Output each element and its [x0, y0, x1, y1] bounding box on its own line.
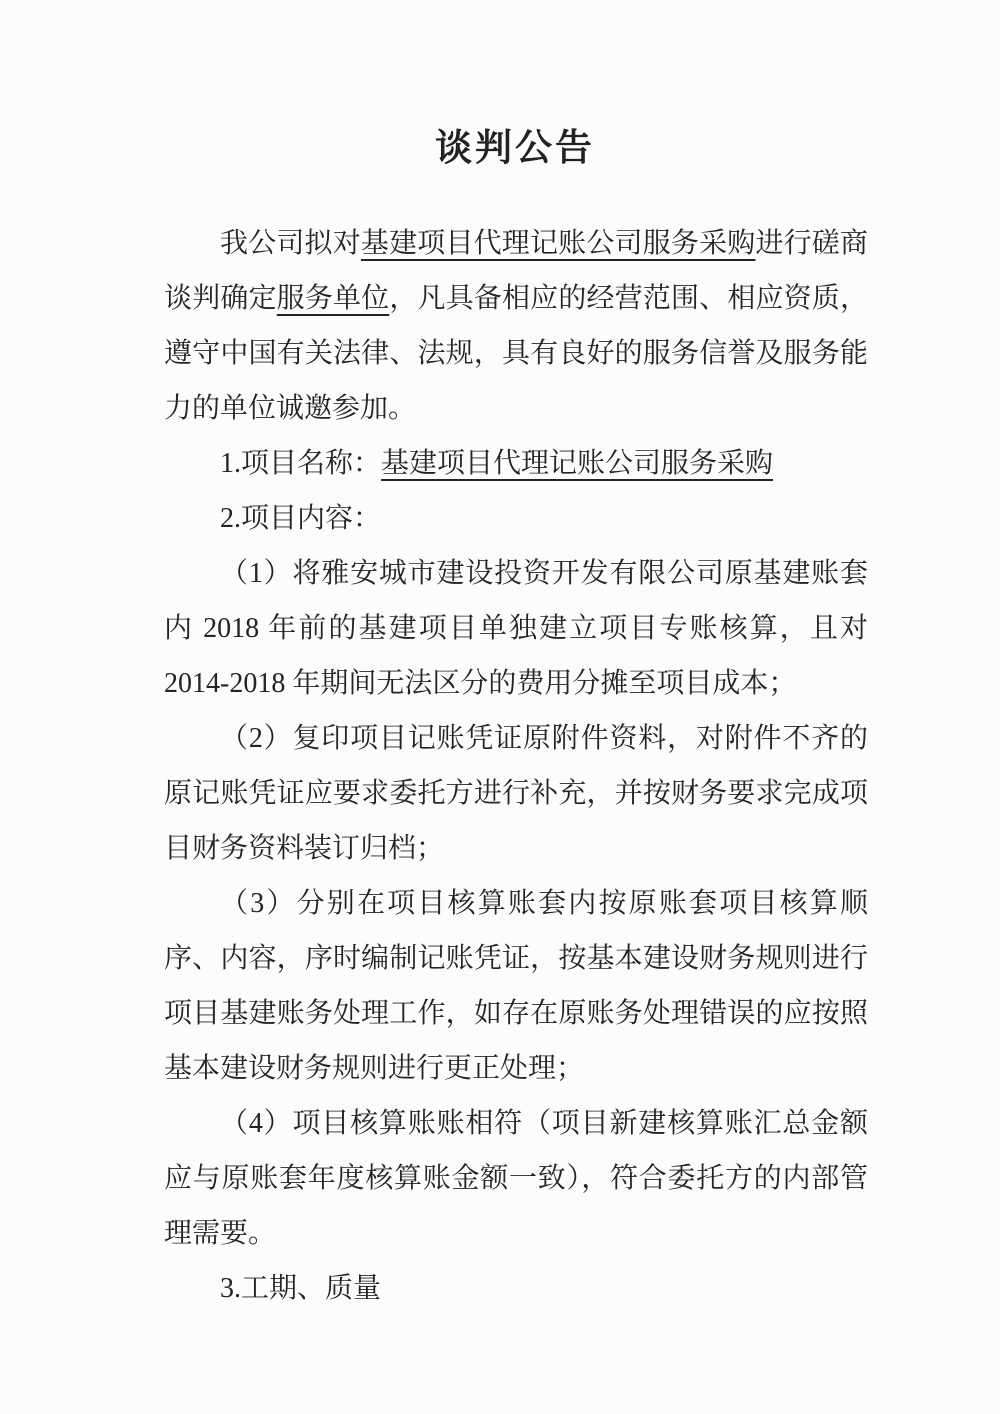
paragraph-content-3 — [164, 876, 868, 1096]
text-segment: ，凡具备相应的经营范围、相应资质，遵守中国有关法律、法规，具有良好的服务信誉及服务能力的单位诚邀参加。 — [164, 283, 868, 424]
document-title: 谈判公告 — [435, 128, 595, 169]
paragraph-intro — [164, 216, 868, 436]
text-segment: （2）复印项目记账凭证原附件资料，对附件不齐的原记账凭证应要求委托方进行补充，并按财务要求完成项目财务资料装订归档； — [164, 723, 868, 864]
text-segment: （4）项目核算账账相符（项目新建核算账汇总金额应与原账套年度核算账金额一致），符合委托方的内部管理需要。 — [164, 1108, 868, 1249]
paragraph-content-4 — [164, 1096, 868, 1261]
text-segment: 我公司拟对 — [220, 228, 361, 259]
underlined-service-unit: 服务单位 — [276, 283, 390, 314]
paragraph-item1-project-name — [164, 436, 868, 491]
text-segment: （3）分别在项目核算账套内按原账套项目核算顺序、内容，序时编制记账凭证，按基本建设财务规则进行项目基建账务处理工作，如存在原账务处理错误的应按照基本建设财务规则进行更正处理； — [164, 888, 868, 1084]
paragraph-content-1 — [164, 546, 868, 711]
paragraph-item3-schedule-quality — [164, 1261, 868, 1316]
underlined-project-name: 基建项目代理记账公司服务采购 — [381, 448, 774, 479]
item2-label: 2.项目内容： — [220, 503, 382, 534]
paragraph-item2-project-content — [164, 491, 868, 546]
item1-label: 1.项目名称： — [220, 448, 382, 479]
document-body — [164, 216, 868, 1316]
paragraph-content-2 — [164, 711, 868, 876]
text-segment: 进行磋商谈判确定 — [164, 228, 868, 314]
underlined-project-name: 基建项目代理记账公司服务采购 — [360, 228, 756, 259]
item3-label: 3.工期、质量 — [220, 1273, 382, 1304]
text-segment: （1）将雅安城市建设投资开发有限公司原基建账套内 2018 年前的基建项目单独建立项目专账核算，且对 2014-2018 年期间无法区分的费用分摊至项目成本； — [164, 558, 868, 699]
